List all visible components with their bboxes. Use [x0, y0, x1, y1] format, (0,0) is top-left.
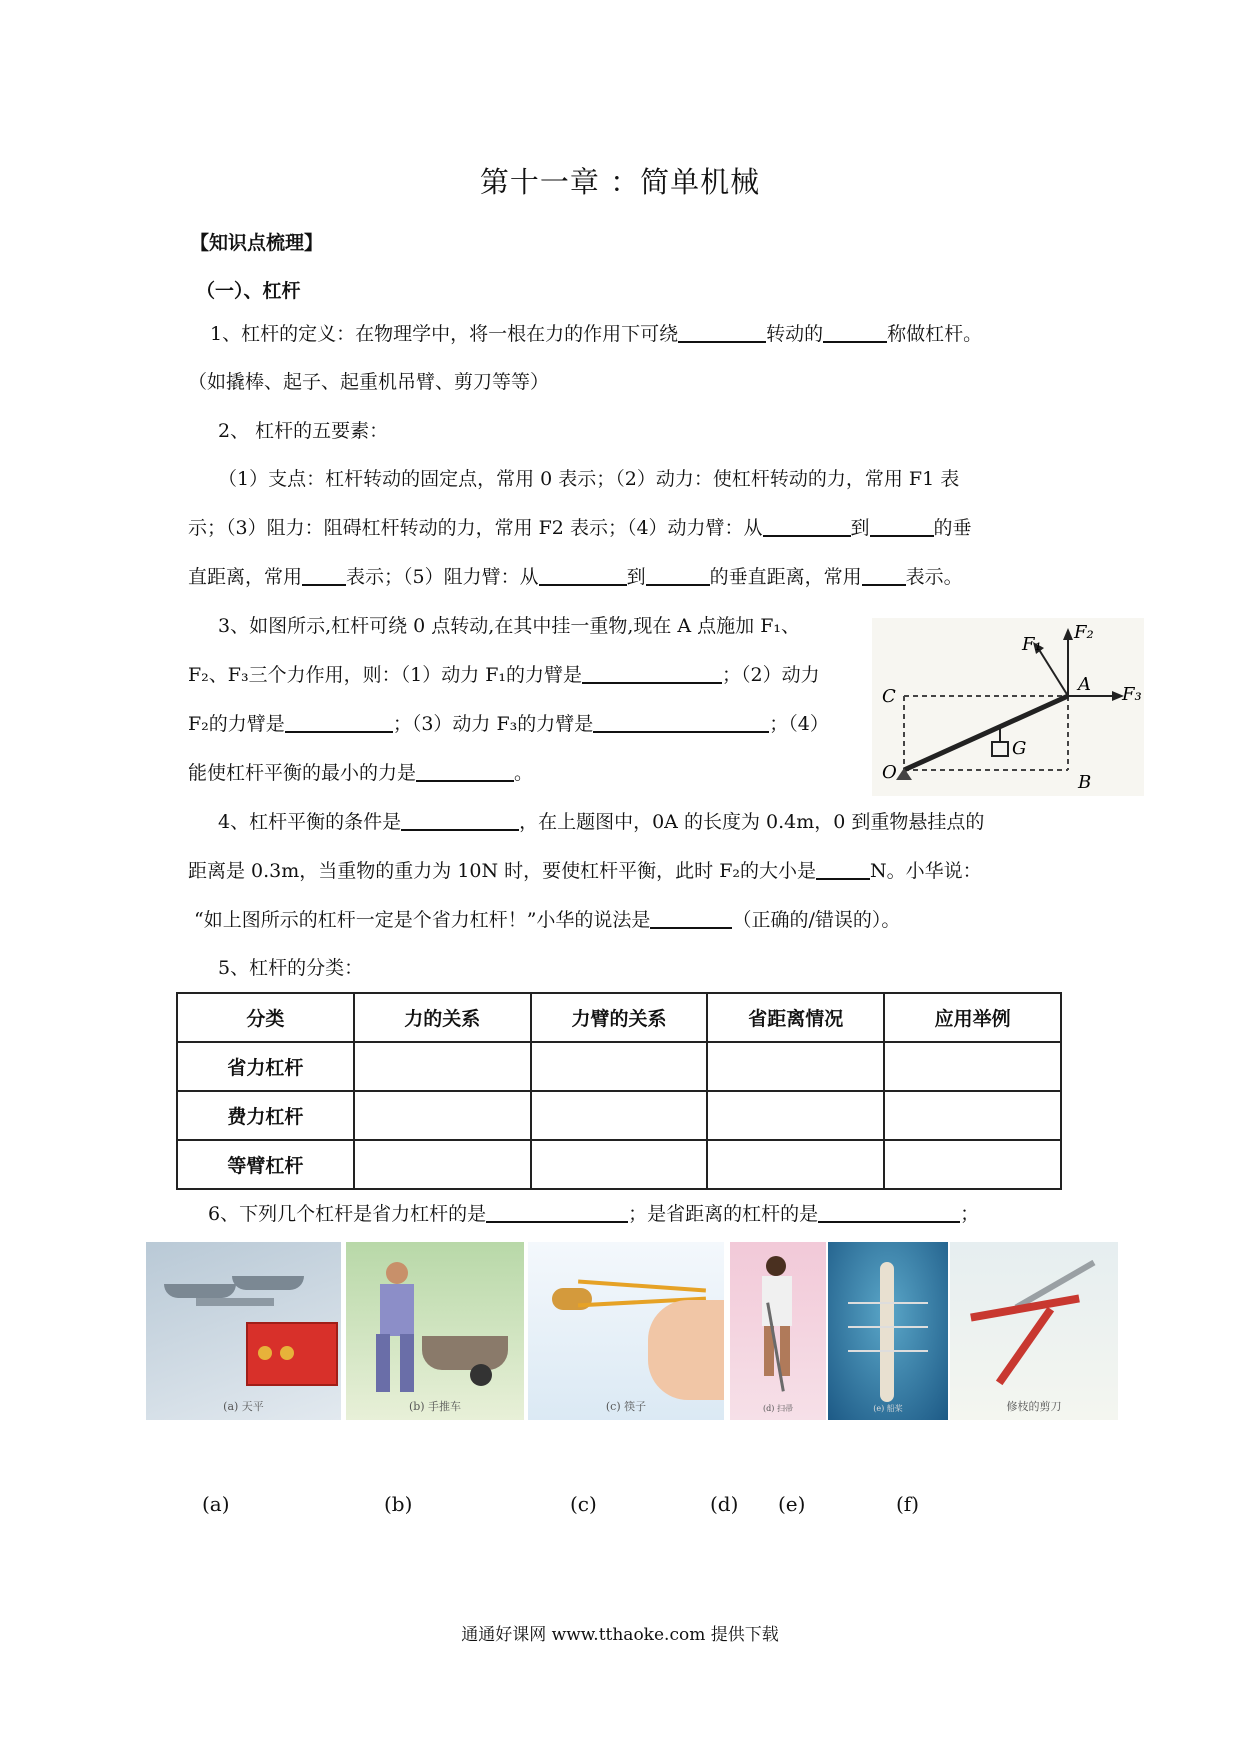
label-f3: F₃	[1122, 684, 1142, 705]
question-4-line-2: 距离是 0.3m，当重物的重力为 10N 时，要使杠杆平衡，此时 F₂的大小是 N。小华说：	[188, 860, 982, 882]
photo-label-c: (c)	[570, 1492, 597, 1516]
footer: 通通好课网 www.tthaoke.com 提供下载	[461, 1625, 779, 1645]
photo-caption: (a) 天平	[223, 1400, 264, 1413]
subsection-heading: （一）、杠杆	[196, 280, 301, 302]
label-g: G	[1012, 738, 1027, 759]
table-cell[interactable]	[531, 1042, 708, 1091]
table-cell[interactable]	[354, 1042, 531, 1091]
label-b: B	[1078, 772, 1092, 793]
answer-blank[interactable]	[818, 1203, 960, 1223]
table-row	[177, 1140, 1061, 1189]
question-3-line-1: 3、如图所示,杠杆可绕 0 点转动,在其中挂一重物,现在 A 点施加 F₁、	[218, 615, 801, 637]
question-4-line-1: 4、杠杆平衡的条件是 ，在上题图中，0A 的长度为 0.4m，0 到重物悬挂点的	[218, 811, 985, 833]
question-1-note: （如撬棒、起子、起重机吊臂、剪刀等等）	[188, 371, 550, 393]
photo-label-d: (d)	[710, 1492, 739, 1516]
answer-blank[interactable]	[678, 323, 766, 343]
table-header: 应用举例	[884, 993, 1061, 1042]
photo-chopsticks	[528, 1242, 724, 1420]
photo-label-f: (f)	[896, 1492, 920, 1516]
table-cell[interactable]	[884, 1042, 1061, 1091]
row-label: 费力杠杆	[177, 1091, 354, 1140]
photo-pruning-shears	[950, 1242, 1118, 1420]
photo-balance	[146, 1242, 341, 1420]
question-2: 2、 杠杆的五要素：	[218, 420, 389, 442]
photo-caption: (d) 扫帚	[763, 1404, 793, 1413]
photo-label-e: (e)	[778, 1492, 806, 1516]
label-c: C	[882, 686, 896, 707]
table-cell[interactable]	[354, 1140, 531, 1189]
answer-blank[interactable]	[539, 566, 627, 586]
question-4-line-3: “如上图所示的杠杆一定是个省力杠杆！”小华的说法是 （正确的/错误的）。	[194, 909, 901, 931]
table-cell[interactable]	[531, 1091, 708, 1140]
answer-blank[interactable]	[486, 1203, 628, 1223]
table-cell[interactable]	[531, 1140, 708, 1189]
photo-caption: (b) 手推车	[408, 1400, 462, 1413]
table-cell[interactable]	[354, 1091, 531, 1140]
table-cell[interactable]	[707, 1091, 884, 1140]
table-header-row	[177, 993, 1061, 1042]
table-header: 力臂的关系	[531, 993, 708, 1042]
question-2-line-3: 直距离，常用 表示；（5）阻力臂：从 到 的垂直距离，常用 表示。	[188, 566, 963, 588]
label-o: O	[882, 762, 897, 783]
page-title: 第十一章 ：简单机械	[479, 165, 761, 199]
table-header: 省距离情况	[707, 993, 884, 1042]
row-label: 省力杠杆	[177, 1042, 354, 1091]
section-heading: 【知识点梳理】	[190, 232, 324, 254]
photo-wheelbarrow	[346, 1242, 524, 1420]
label-f2: F₂	[1074, 622, 1094, 643]
question-3-line-2: F₂、F₃三个力作用，则：（1）动力 F₁的力臂是 ；（2）动力	[188, 664, 820, 686]
question-2-line-2: 示；（3）阻力：阻碍杠杆转动的力，常用 F2 表示；（4）动力臂：从 到 的垂	[188, 517, 972, 539]
question-3-line-4: 能使杠杆平衡的最小的力是 。	[188, 762, 534, 784]
question-5: 5、杠杆的分类：	[218, 957, 364, 979]
table-cell[interactable]	[884, 1140, 1061, 1189]
question-6: 6、下列几个杠杆是省力杠杆的是 ；是省距离的杠杆的是 ；	[208, 1203, 980, 1225]
table-cell[interactable]	[884, 1091, 1061, 1140]
table-row	[177, 1091, 1061, 1140]
question-1: 1、杠杆的定义：在物理学中，将一根在力的作用下可绕 转动的 称做杠杆。	[210, 323, 983, 345]
answer-blank[interactable]	[416, 762, 514, 782]
answer-blank[interactable]	[302, 566, 346, 586]
table-cell[interactable]	[707, 1042, 884, 1091]
photo-caption: (c) 筷子	[605, 1400, 647, 1413]
lever-classification-table	[176, 992, 1062, 1190]
answer-blank[interactable]	[593, 713, 769, 733]
lever-diagram	[872, 618, 1144, 796]
answer-blank[interactable]	[646, 566, 710, 586]
answer-blank[interactable]	[823, 323, 887, 343]
photo-caption: (e) 船桨	[873, 1404, 903, 1413]
photo-rowing-boat	[828, 1242, 948, 1420]
row-label: 等臂杠杆	[177, 1140, 354, 1189]
answer-blank[interactable]	[816, 860, 870, 880]
table-row	[177, 1042, 1061, 1091]
photo-broom	[730, 1242, 826, 1420]
question-2-line-1: （1）支点：杠杆转动的固定点，常用 0 表示；（2）动力：使杠杆转动的力，常用 F1 表	[218, 468, 960, 490]
photo-label-b: (b)	[384, 1492, 413, 1516]
table-header: 分类	[177, 993, 354, 1042]
answer-blank[interactable]	[582, 664, 722, 684]
question-3-line-3: F₂的力臂是 ；（3）动力 F₃的力臂是 ；（4）	[188, 713, 829, 735]
table-header: 力的关系	[354, 993, 531, 1042]
answer-blank[interactable]	[650, 909, 732, 929]
answer-blank[interactable]	[862, 566, 906, 586]
label-f1: F₁	[1022, 634, 1042, 655]
photo-label-a: (a)	[202, 1492, 230, 1516]
answer-blank[interactable]	[870, 517, 934, 537]
answer-blank[interactable]	[401, 811, 519, 831]
table-cell[interactable]	[707, 1140, 884, 1189]
label-a: A	[1078, 674, 1091, 695]
photo-caption: 修枝的剪刀	[1006, 1400, 1062, 1413]
answer-blank[interactable]	[763, 517, 851, 537]
answer-blank[interactable]	[285, 713, 393, 733]
